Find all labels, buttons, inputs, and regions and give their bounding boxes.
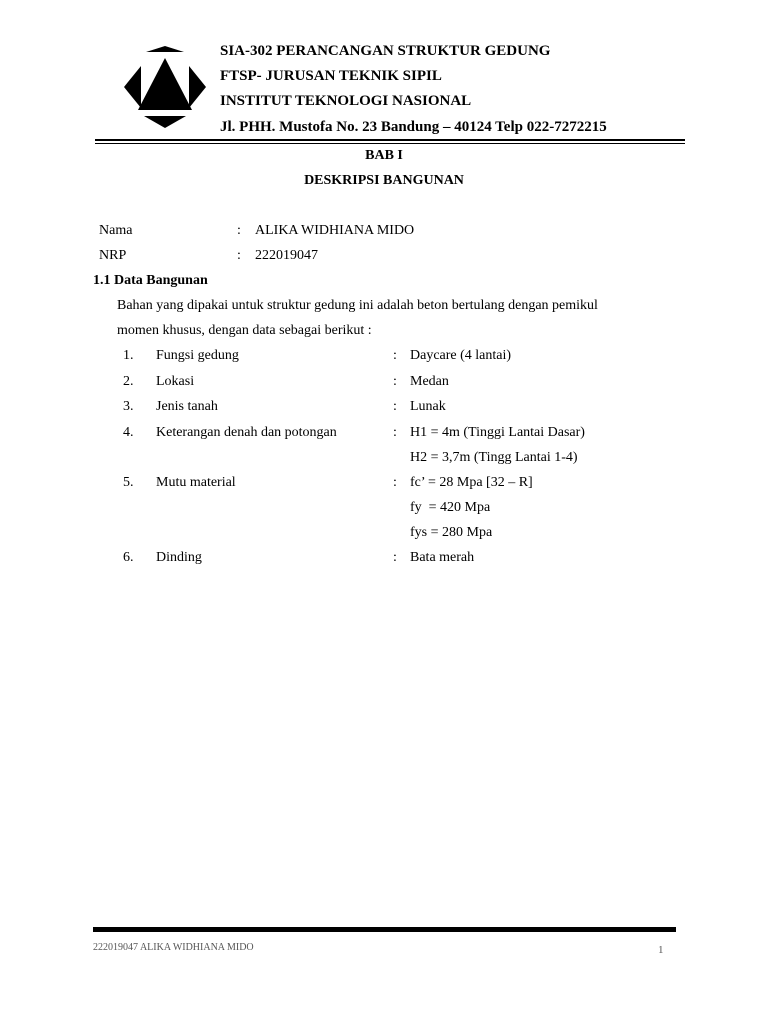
item-sep: : — [393, 550, 397, 565]
item-value: fys = 280 Mpa — [410, 525, 493, 540]
item-sep: : — [393, 348, 397, 363]
chapter-title: DESKRIPSI BANGUNAN — [304, 173, 464, 188]
institution-logo-icon — [116, 44, 214, 130]
item-value: Daycare (4 lantai) — [410, 348, 512, 363]
item-label: Fungsi gedung — [156, 348, 239, 363]
item-label: Keterangan denah dan potongan — [156, 425, 337, 440]
item-label: Lokasi — [156, 374, 195, 389]
item-value: Bata merah — [410, 550, 475, 565]
chapter-number: BAB I — [365, 148, 403, 163]
item-sep: : — [393, 425, 397, 440]
item-label: Mutu material — [156, 475, 236, 490]
header-address: Jl. PHH. Mustofa No. 23 Bandung – 40124 Telp 022-7272215 — [220, 119, 607, 135]
header-institute: INSTITUT TEKNOLOGI NASIONAL — [220, 93, 472, 109]
section-heading: 1.1 Data Bangunan — [93, 273, 208, 288]
header-faculty: FTSP- JURUSAN TEKNIK SIPIL — [220, 68, 442, 84]
header-rule-thick — [95, 139, 685, 141]
item-sep: : — [393, 374, 397, 389]
item-number: 2. — [123, 374, 134, 389]
item-sep: : — [393, 399, 397, 414]
identity-sep: : — [237, 223, 241, 238]
item-number: 4. — [123, 425, 134, 440]
item-value: Lunak — [410, 399, 446, 414]
item-value: H1 = 4m (Tinggi Lantai Dasar) — [410, 425, 585, 440]
item-number: 6. — [123, 550, 134, 565]
item-label: Jenis tanah — [156, 399, 218, 414]
header-course: SIA-302 PERANCANGAN STRUKTUR GEDUNG — [220, 43, 551, 59]
item-value: H2 = 3,7m (Tingg Lantai 1-4) — [410, 450, 578, 465]
identity-label: Nama — [99, 223, 133, 238]
item-value: fy = 420 Mpa — [410, 500, 491, 515]
identity-sep: : — [237, 248, 241, 263]
identity-value: ALIKA WIDHIANA MIDO — [255, 223, 415, 238]
item-number: 1. — [123, 348, 134, 363]
header-rule-thin — [95, 143, 685, 144]
section-intro-line: Bahan yang dipakai untuk struktur gedung ini adalah beton bertulang dengan pemikul — [117, 298, 598, 313]
item-number: 5. — [123, 475, 134, 490]
footer-rule — [93, 927, 676, 932]
item-label: Dinding — [156, 550, 202, 565]
item-sep: : — [393, 475, 397, 490]
section-intro-line: momen khusus, dengan data sebagai berikut : — [117, 323, 372, 338]
identity-value: 222019047 — [255, 248, 318, 263]
footer-author: 222019047 ALIKA WIDHIANA MIDO — [93, 942, 254, 953]
item-number: 3. — [123, 399, 134, 414]
item-value: Medan — [410, 374, 449, 389]
identity-label: NRP — [99, 248, 127, 263]
page-number: 1 — [658, 944, 664, 956]
item-value: fc’ = 28 Mpa [32 – R] — [410, 475, 533, 490]
